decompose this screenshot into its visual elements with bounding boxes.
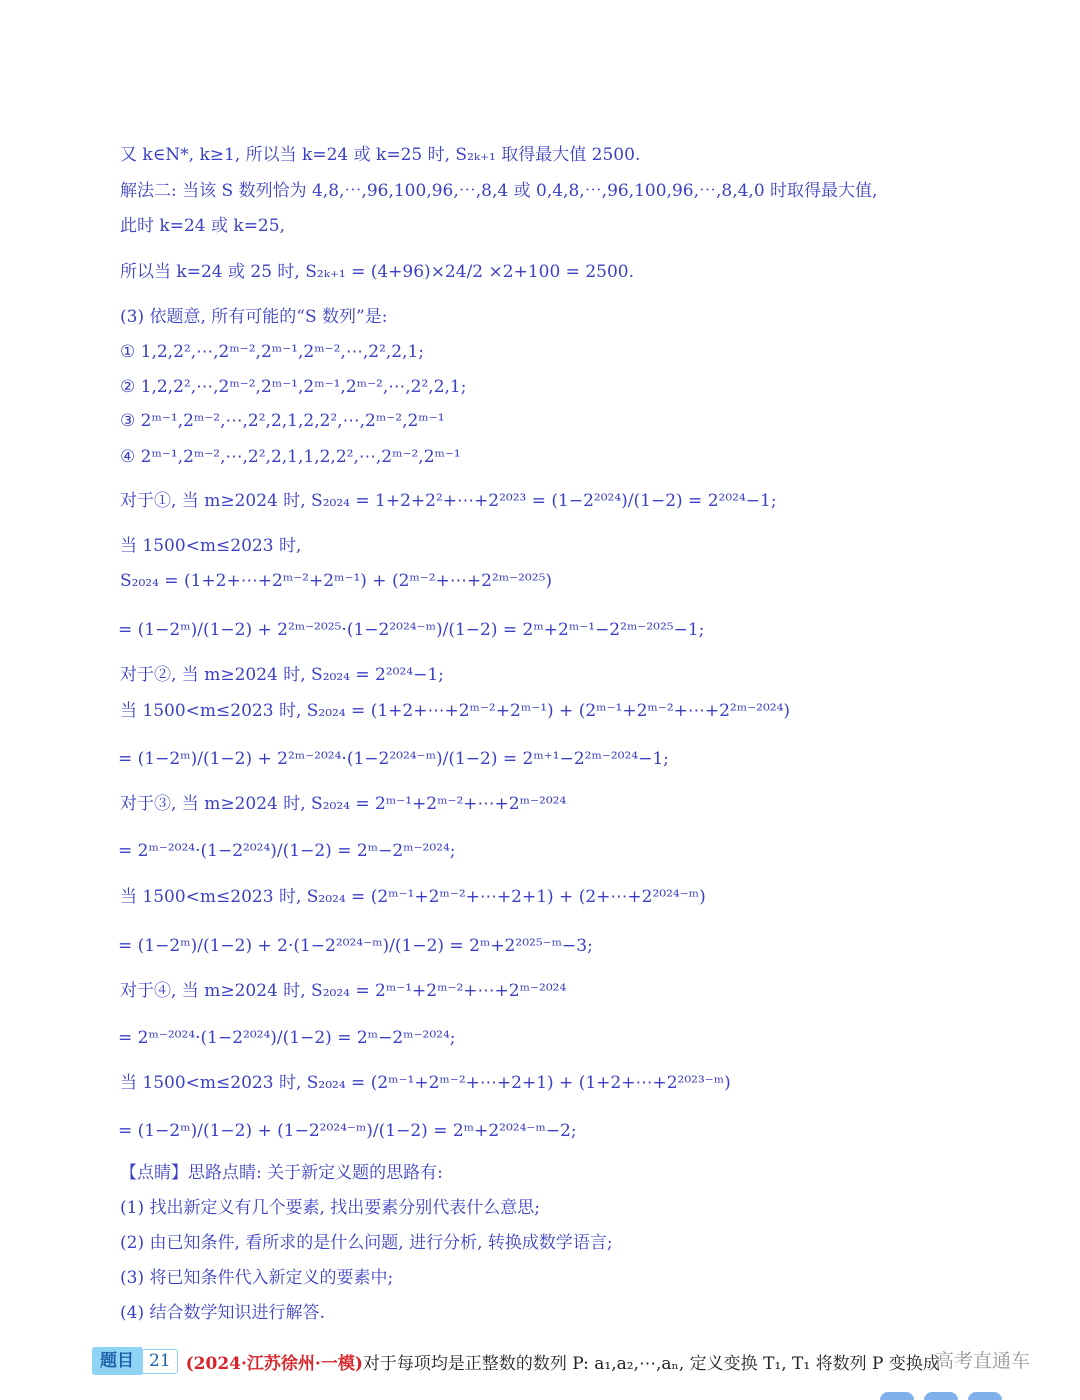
sequence-line: ④ 2ᵐ⁻¹,2ᵐ⁻²,⋯,2²,2,1,1,2,2²,⋯,2ᵐ⁻²,2ᵐ⁻¹ (120, 447, 461, 467)
problem-text: 对于每项均是正整数的数列 P: a₁,a₂,⋯,aₙ, 定义变换 T₁, T₁ 将数列 P 变换成 (362, 1353, 940, 1374)
solution-line: (3) 依题意, 所有可能的“S 数列”是: (120, 307, 388, 327)
problem-number: 21 (142, 1349, 178, 1374)
tip-item: (2) 由已知条件, 看所求的是什么问题, 进行分析, 转换成数学语言; (120, 1233, 613, 1253)
sequence-line: ② 1,2,2²,⋯,2ᵐ⁻²,2ᵐ⁻¹,2ᵐ⁻¹,2ᵐ⁻²,⋯,2²,2,1; (120, 377, 467, 397)
decoration-arc (968, 1392, 1002, 1400)
solution-line: 当 1500<m≤2023 时, S₂₀₂₄ = (2ᵐ⁻¹+2ᵐ⁻²+⋯+2+1) + (1+2+⋯+2²⁰²³⁻ᵐ) (120, 1073, 731, 1093)
tip-item: (3) 将已知条件代入新定义的要素中; (120, 1268, 394, 1288)
solution-line: 解法二: 当该 S 数列恰为 4,8,⋯,96,100,96,⋯,8,4 或 0,4,8,⋯,96,100,96,⋯,8,4,0 时取得最大值, (120, 181, 878, 201)
problem-source: (2024·江苏徐州·一模) (185, 1353, 363, 1374)
solution-line: 当 1500<m≤2023 时, (120, 536, 302, 556)
solution-line: 对于③, 当 m≥2024 时, S₂₀₂₄ = 2ᵐ⁻¹+2ᵐ⁻²+⋯+2ᵐ⁻²⁰²⁴ (120, 794, 567, 814)
solution-line: 此时 k=24 或 k=25, (120, 216, 285, 236)
watermark: 高考直通车 (935, 1350, 1031, 1372)
equation-line: = (1−2ᵐ)/(1−2) + (1−2²⁰²⁴⁻ᵐ)/(1−2) = 2ᵐ+2²⁰²⁴⁻ᵐ−2; (118, 1121, 577, 1141)
sequence-line: ① 1,2,2²,⋯,2ᵐ⁻²,2ᵐ⁻¹,2ᵐ⁻²,⋯,2²,2,1; (120, 342, 425, 362)
bottom-decoration (880, 1392, 1002, 1400)
equation-line: = 2ᵐ⁻²⁰²⁴·(1−2²⁰²⁴)/(1−2) = 2ᵐ−2ᵐ⁻²⁰²⁴; (118, 841, 456, 861)
tip-item: (4) 结合数学知识进行解答. (120, 1303, 325, 1323)
equation-line: = (1−2ᵐ)/(1−2) + 2·(1−2²⁰²⁴⁻ᵐ)/(1−2) = 2ᵐ+2²⁰²⁵⁻ᵐ−3; (118, 936, 593, 956)
solution-line: 对于②, 当 m≥2024 时, S₂₀₂₄ = 2²⁰²⁴−1; (120, 665, 444, 685)
equation-line: = (1−2ᵐ)/(1−2) + 2²ᵐ⁻²⁰²⁴·(1−2²⁰²⁴⁻ᵐ)/(1−2) = 2ᵐ⁺¹−2²ᵐ⁻²⁰²⁴−1; (118, 749, 669, 769)
problem-tag: 题目 (92, 1347, 142, 1375)
equation-line: = 2ᵐ⁻²⁰²⁴·(1−2²⁰²⁴)/(1−2) = 2ᵐ−2ᵐ⁻²⁰²⁴; (118, 1028, 456, 1048)
solution-line: 当 1500<m≤2023 时, S₂₀₂₄ = (2ᵐ⁻¹+2ᵐ⁻²+⋯+2+1) + (2+⋯+2²⁰²⁴⁻ᵐ) (120, 887, 706, 907)
tip-item: (1) 找出新定义有几个要素, 找出要素分别代表什么意思; (120, 1198, 541, 1218)
tips-heading: 【点睛】思路点睛: 关于新定义题的思路有: (120, 1163, 443, 1183)
solution-line: 对于④, 当 m≥2024 时, S₂₀₂₄ = 2ᵐ⁻¹+2ᵐ⁻²+⋯+2ᵐ⁻²⁰²⁴ (120, 981, 567, 1001)
next-problem-banner (92, 1346, 940, 1376)
decoration-arc (924, 1392, 958, 1400)
solution-line: S₂₀₂₄ = (1+2+⋯+2ᵐ⁻²+2ᵐ⁻¹) + (2ᵐ⁻²+⋯+2²ᵐ⁻²⁰²⁵) (120, 571, 553, 591)
solution-line: 当 1500<m≤2023 时, S₂₀₂₄ = (1+2+⋯+2ᵐ⁻²+2ᵐ⁻¹) + (2ᵐ⁻¹+2ᵐ⁻²+⋯+2²ᵐ⁻²⁰²⁴) (120, 701, 791, 721)
decoration-arc (880, 1392, 914, 1400)
solution-line: 所以当 k=24 或 25 时, S₂ₖ₊₁ = (4+96)×24/2 ×2+100 = 2500. (120, 262, 634, 282)
solution-line: 又 k∈N*, k≥1, 所以当 k=24 或 k=25 时, S₂ₖ₊₁ 取得最大值 2500. (120, 145, 641, 165)
sequence-line: ③ 2ᵐ⁻¹,2ᵐ⁻²,⋯,2²,2,1,2,2²,⋯,2ᵐ⁻²,2ᵐ⁻¹ (120, 411, 445, 431)
solution-line: 对于①, 当 m≥2024 时, S₂₀₂₄ = 1+2+2²+⋯+2²⁰²³ = (1−2²⁰²⁴)/(1−2) = 2²⁰²⁴−1; (120, 491, 777, 511)
equation-line: = (1−2ᵐ)/(1−2) + 2²ᵐ⁻²⁰²⁵·(1−2²⁰²⁴⁻ᵐ)/(1−2) = 2ᵐ+2ᵐ⁻¹−2²ᵐ⁻²⁰²⁵−1; (118, 620, 705, 640)
